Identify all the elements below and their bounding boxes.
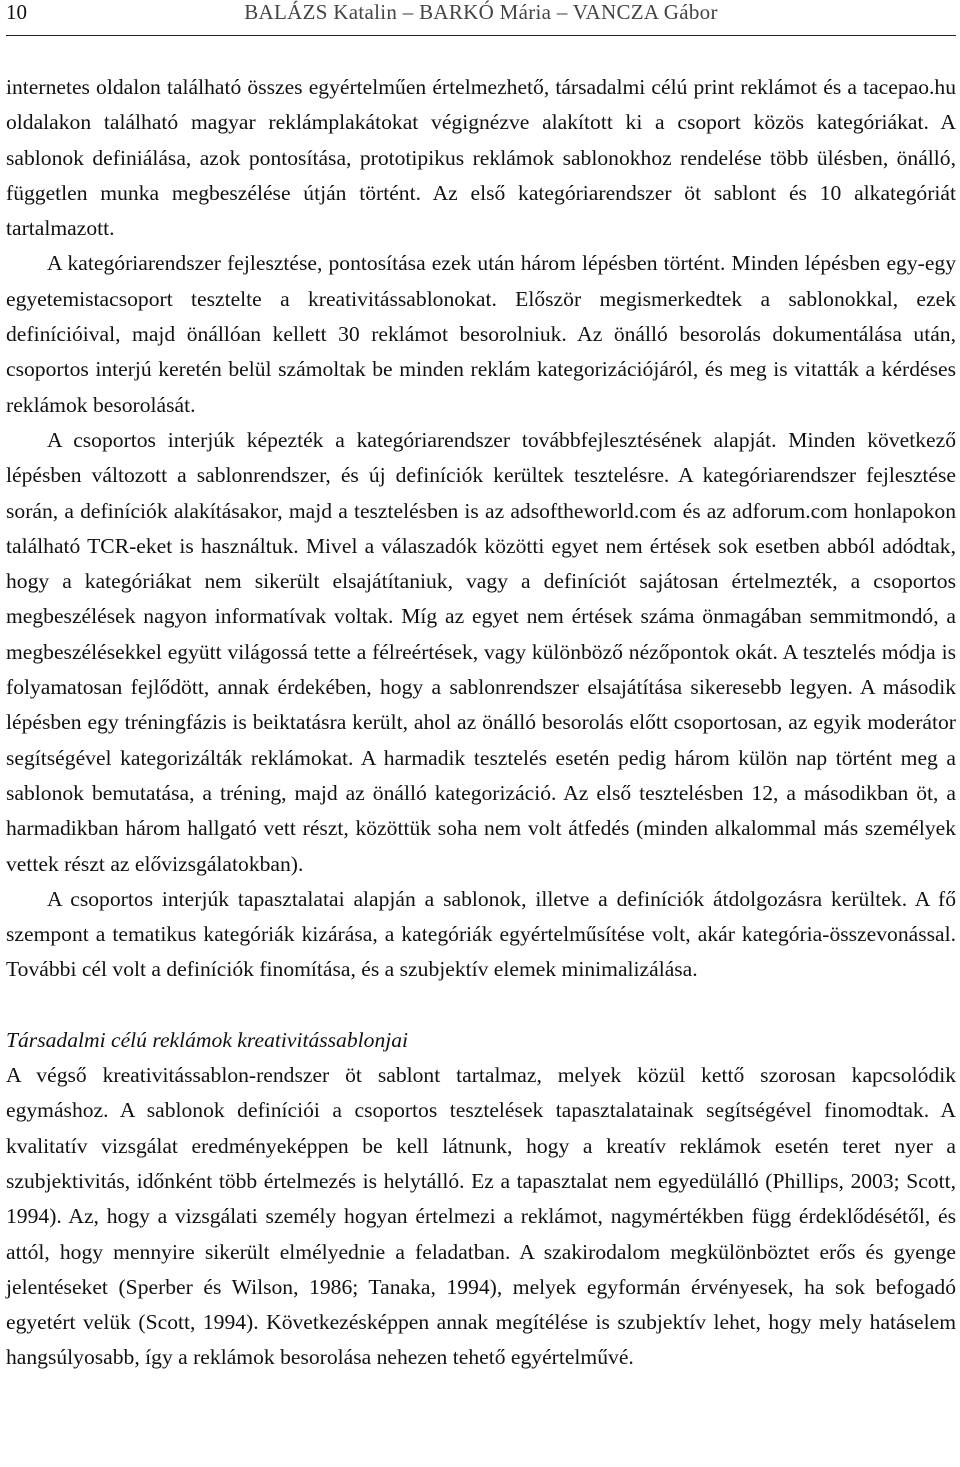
paragraph-3: A csoportos interjúk képezték a kategóriarendszer továbbfejlesztésének alapját. Minden következő lépésben változott a sablonrendszer, és új definíciók kerültek tesztelésre. A kategóriarendszer fejlesztése során, a definíciók alakításakor, majd a tesztelésben is az adsoftheworld.com és az adforum.com honlapokon található TCR-eket is használtuk. Mivel a válaszadók közötti egyet nem értések sok esetben abból adódtak, hogy a kategóriákat nem sikerült elsajátítaniuk, vagy a definíciót sajátosan értelmezték, a csoportos megbeszélések nagyon informatívak voltak. Míg az egyet nem értések száma önmagában semmitmondó, a megbeszélésekkel együtt világossá tette a félreértések, vagy különböző nézőpontok okát. A tesztelés módja is folyamatosan fejlődött, annak érdekében, hogy a sablonrendszer elsajátítása sikeresebb legyen. A második lépésben egy tréningfázis is beiktatásra került, ahol az önálló besorolás előtt csoportosan, az egyik moderátor segítségével kategorizálták reklámokat. A harmadik tesztelés esetén pedig három külön nap történt meg a sablonok bemutatása, a tréning, majd az önálló kategorizáció. Az első tesztelésben 12, a másodikban öt, a harmadikban három hallgató vett részt, közöttük soha nem volt átfedés (minden alkalommal más személyek vettek részt az elővizsgálatokban). — [6, 427, 956, 876]
body-text — [6, 70, 956, 1376]
section-title: Társadalmi célú reklámok kreativitássablonjai — [6, 1027, 409, 1052]
header-rule — [6, 35, 956, 36]
section-paragraph: A végső kreativitássablon-rendszer öt sablont tartalmaz, melyek közül kettő szorosan kapcsolódik egymáshoz. A sablonok definíciói a csoportos tesztelések tapasztalatainak segítségével finomodtak. A kvalitatív vizsgálat eredményeképpen be kell látnunk, hogy a kreatív reklámok esetén teret nyer a szubjektivitás, időnként több értelmezés is helytálló. Ez a tapasztalat nem egyedülálló (Phillips, 2003; Scott, 1994). Az, hogy a vizsgálati személy hogyan értelmezi a reklámot, nagymértékben függ érdeklődésétől, és attól, hogy mennyire sikerült elmélyednie a feladatban. A szakirodalom megkülönböztet erős és gyenge jelentéseket (Sperber és Wilson, 1986; Tanaka, 1994), melyek egyformán érvényesek, ha sok befogadó egyetért velük (Scott, 1994). Következésképpen annak megítélése is szubjektív lehet, hogy mely hatáselem hangsúlyosabb, így a reklámok besorolása nehezen tehető egyértelművé. — [6, 1063, 956, 1370]
document-page — [6, 0, 956, 1370]
running-title: BALÁZS Katalin – BARKÓ Mária – VANCZA Gábor — [244, 0, 718, 24]
page-header — [6, 0, 956, 24]
paragraph-2: A kategóriarendszer fejlesztése, pontosítása ezek után három lépésben történt. Minden lépésben egy-egy egyetemistacsoport tesztelte a kreativitássablonokat. Először megismerkedtek a sablonokkal, ezek definícióival, majd önállóan kellett 30 reklámot besorolniuk. Az önálló besorolás dokumentálása után, csoportos interjú keretén belül számoltak be minden reklám kategorizációjáról, és meg is vitatták a kérdéses reklámok besorolását. — [6, 251, 956, 417]
paragraph-4: A csoportos interjúk tapasztalatai alapján a sablonok, illetve a definíciók átdolgozásra kerültek. A fő szempont a tematikus kategóriák kizárása, a kategóriák egyértelműsítése volt, akár kategória-összevonással. További cél volt a definíciók finomítása, és a szubjektív elemek minimalizálása. — [6, 886, 956, 982]
page-number: 10 — [6, 0, 27, 24]
paragraph-1: internetes oldalon található összes egyértelműen értelmezhető, társadalmi célú print reklámot és a tacepao.hu oldalakon található magyar reklámplakátokat végignézve alakított ki a csoport közös kategóriákat. A sablonok definiálása, azok pontosítása, prototipikus reklámok sablonokhoz rendelése több ülésben, önálló, független munka megbeszélése útján történt. Az első kategóriarendszer öt sablont és 10 alkategóriát tartalmazott. — [6, 75, 956, 241]
